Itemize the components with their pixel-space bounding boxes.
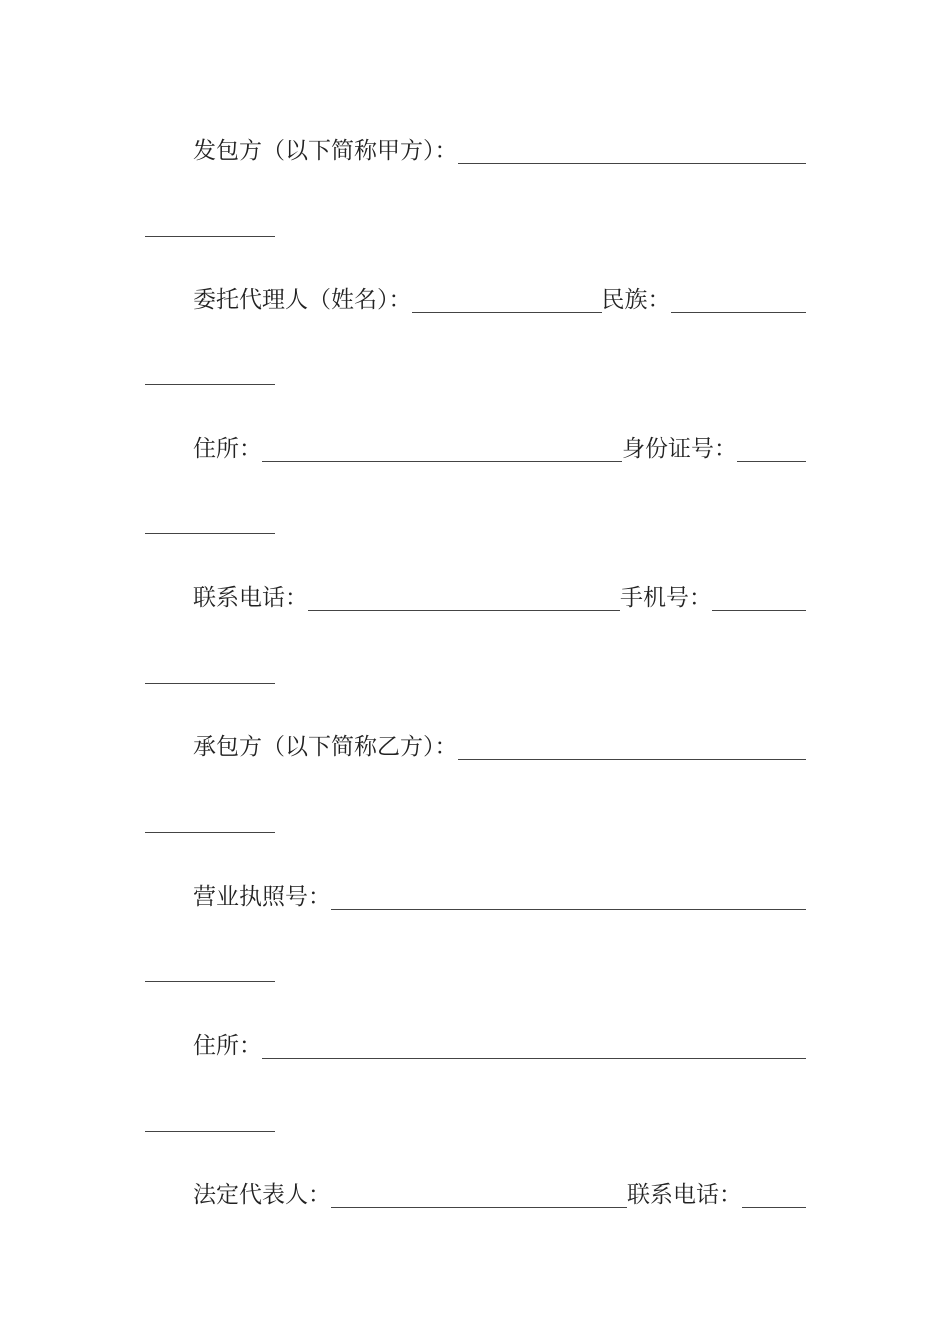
mobile-blank[interactable] <box>712 610 806 611</box>
party-a-label: 发包方（以下简称甲方）： <box>193 138 458 164</box>
party-a-blank[interactable] <box>458 163 807 164</box>
legal-rep-label: 法定代表人： <box>193 1182 331 1208</box>
mobile-blank-continued[interactable] <box>145 683 275 684</box>
address-b-label: 住所： <box>193 1033 262 1059</box>
address-b-row <box>193 1033 806 1063</box>
agent-row <box>193 287 806 317</box>
party-a-row <box>193 138 806 168</box>
ethnicity-label: 民族： <box>601 287 671 313</box>
license-blank-continued[interactable] <box>145 981 275 982</box>
mobile-label: 手机号： <box>620 585 712 611</box>
license-row <box>193 884 806 914</box>
party-b-label: 承包方（以下简称乙方）： <box>193 734 458 760</box>
address-b-blank-continued[interactable] <box>145 1131 275 1132</box>
phone-b-label: 联系电话： <box>627 1182 742 1208</box>
id-number-label: 身份证号： <box>622 436 737 462</box>
address-a-blank[interactable] <box>262 461 622 462</box>
address-a-label: 住所： <box>193 436 262 462</box>
phone-b-blank[interactable] <box>742 1207 806 1208</box>
party-a-blank-continued[interactable] <box>145 236 275 237</box>
phone-a-blank[interactable] <box>308 610 620 611</box>
ethnicity-blank[interactable] <box>671 312 807 313</box>
agent-name-label: 委托代理人（姓名）： <box>193 287 412 313</box>
license-blank[interactable] <box>331 909 806 910</box>
phone-a-label: 联系电话： <box>193 585 308 611</box>
ethnicity-blank-continued[interactable] <box>145 384 275 385</box>
party-b-blank[interactable] <box>458 759 807 760</box>
legal-rep-blank[interactable] <box>331 1207 627 1208</box>
party-b-row <box>193 734 806 764</box>
agent-name-blank[interactable] <box>412 312 602 313</box>
id-number-blank[interactable] <box>737 461 806 462</box>
id-number-blank-continued[interactable] <box>145 533 275 534</box>
address-b-blank[interactable] <box>262 1058 806 1059</box>
license-label: 营业执照号： <box>193 884 331 910</box>
phone-a-row <box>193 585 806 615</box>
legal-rep-row <box>193 1182 806 1212</box>
party-b-blank-continued[interactable] <box>145 832 275 833</box>
address-a-row <box>193 436 806 466</box>
